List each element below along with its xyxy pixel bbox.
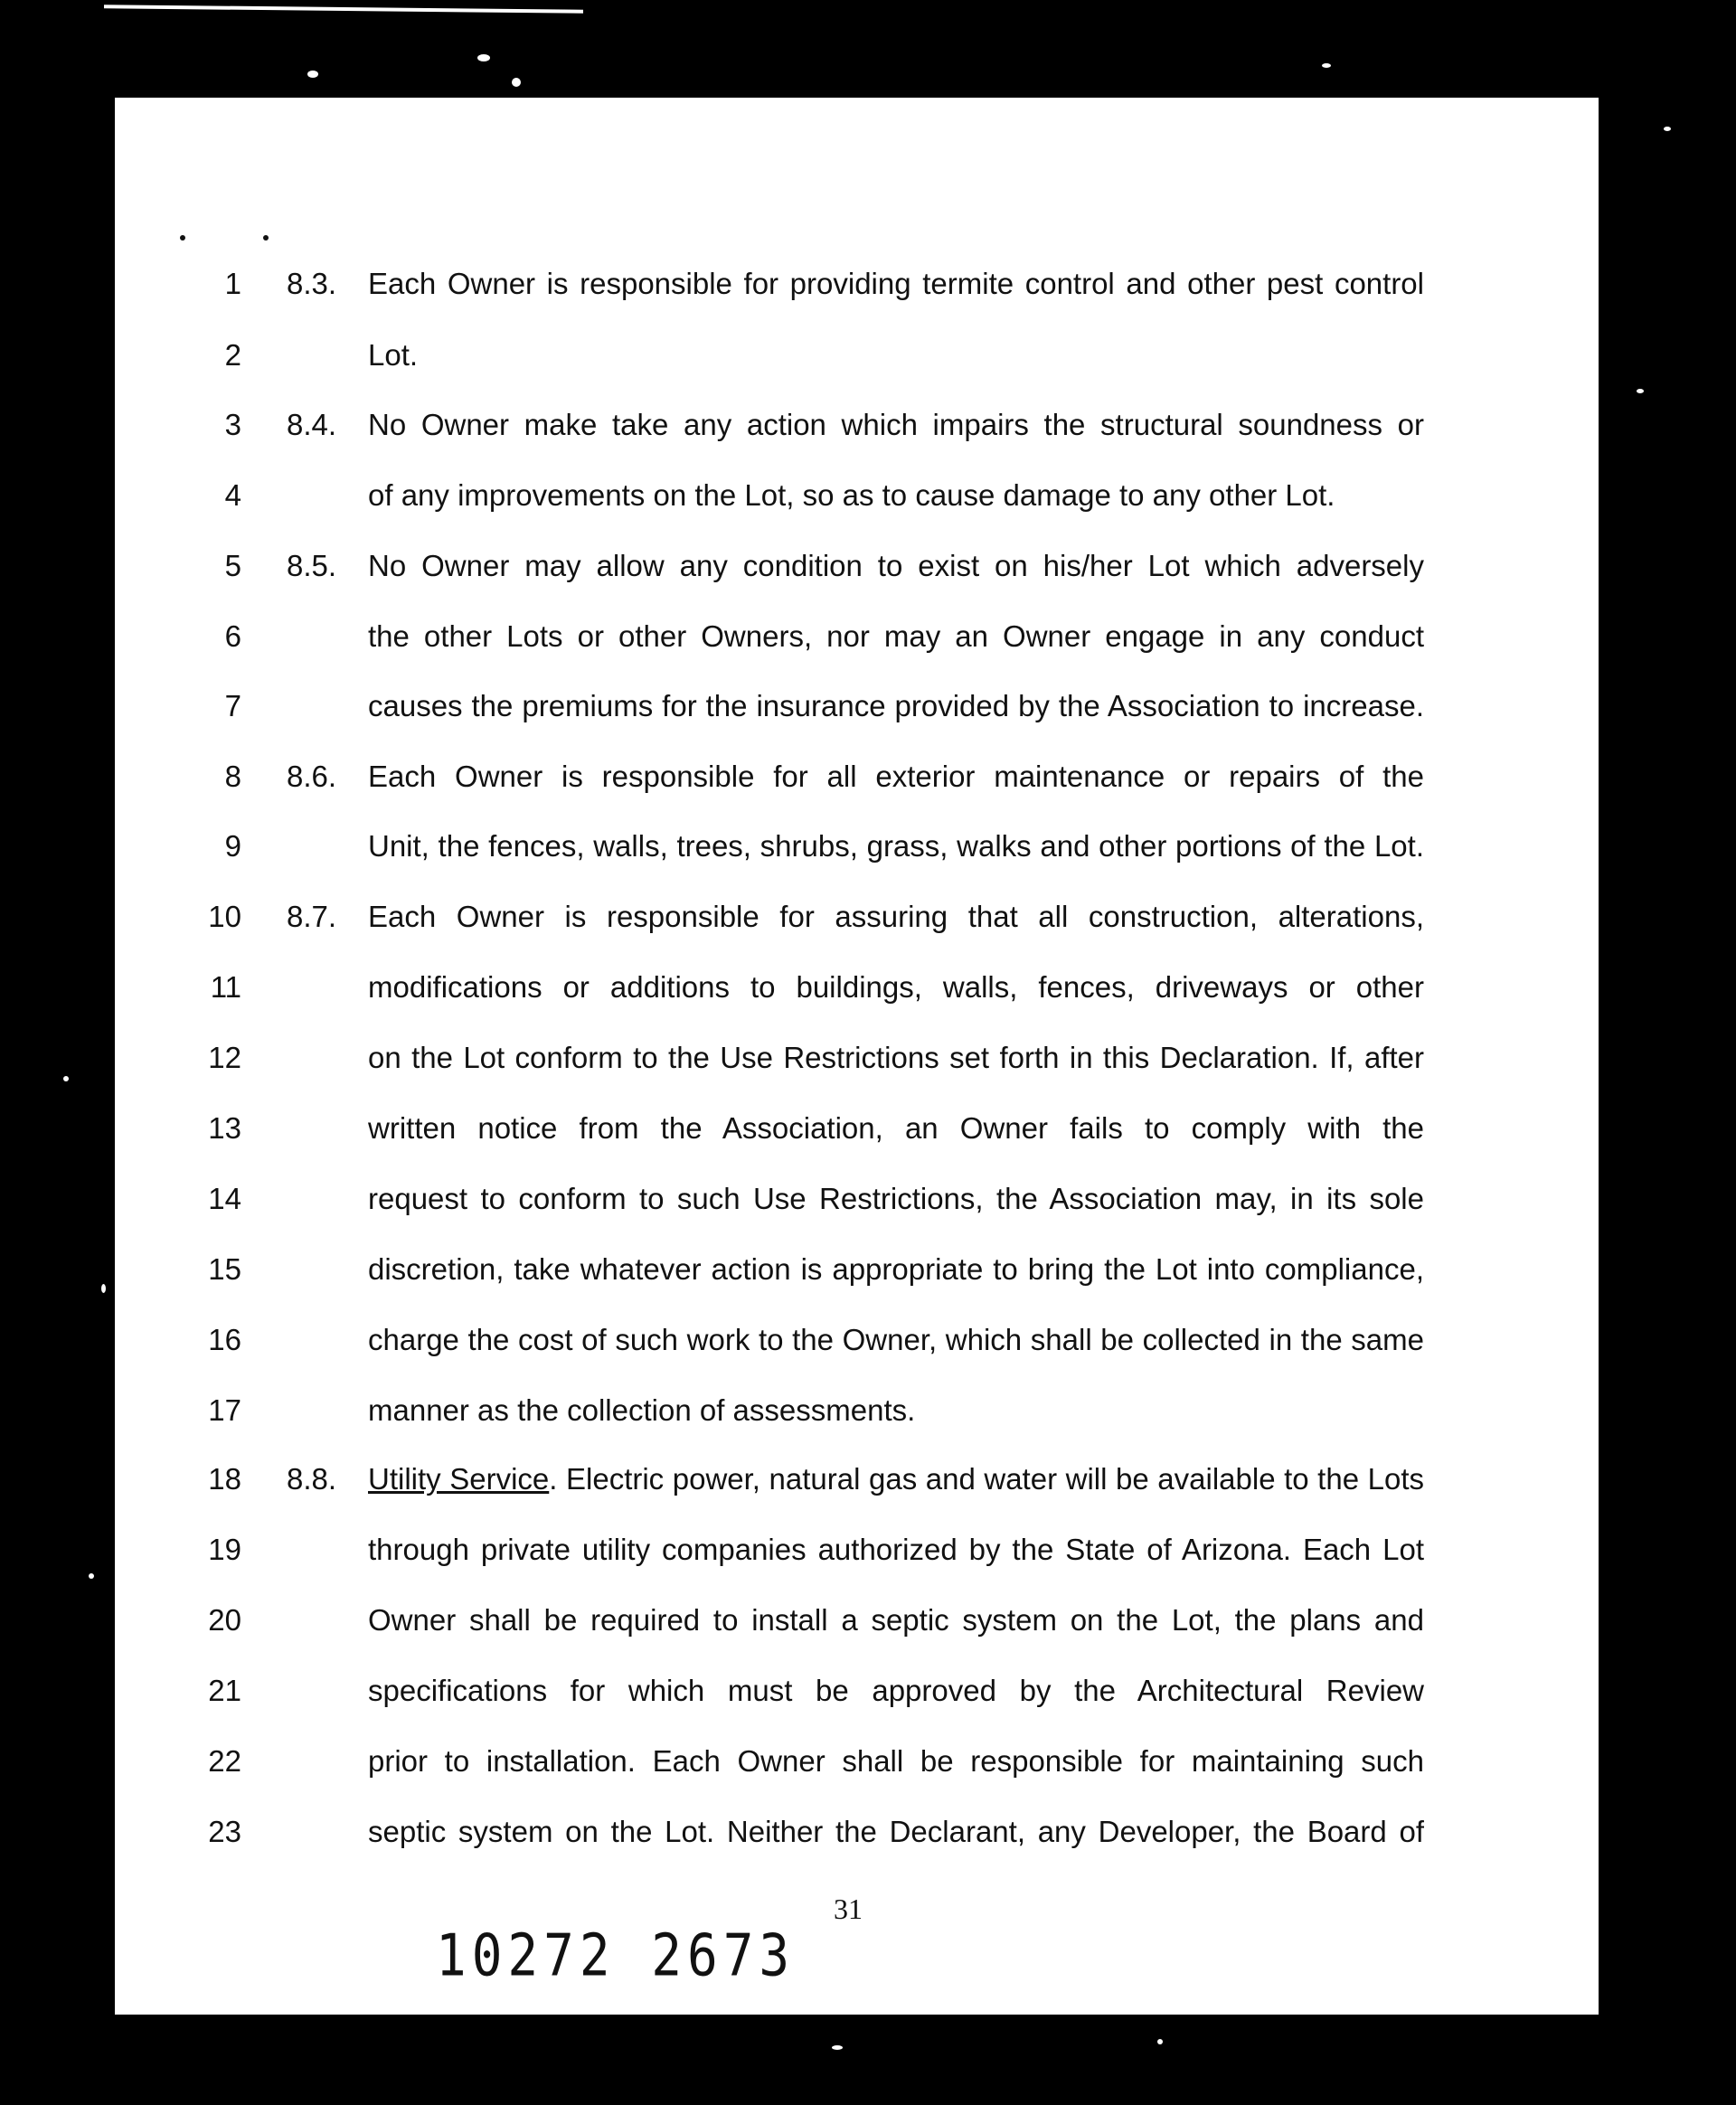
line-text: septic system on the Lot. Neither the Declarant, any Developer, the Board of xyxy=(368,1815,1424,1848)
text-line xyxy=(115,1383,1599,1438)
line-number: 5 xyxy=(224,549,241,582)
text-line xyxy=(115,539,1599,593)
scan-artifact xyxy=(104,5,583,14)
line-number: 10 xyxy=(208,900,241,933)
section-number: 8.4. xyxy=(287,408,337,441)
line-text: Unit, the fences, walls, trees, shrubs, grass, walks and other portions of the Lot. xyxy=(368,829,1424,863)
line-number: 12 xyxy=(208,1041,241,1074)
line-number: 1 xyxy=(224,267,241,300)
section-number: 8.7. xyxy=(287,900,337,933)
line-number: 17 xyxy=(208,1393,241,1427)
line-number: 21 xyxy=(208,1674,241,1707)
line-text: prior to installation. Each Owner shall be responsible for maintaining such xyxy=(368,1744,1424,1778)
line-number: 16 xyxy=(208,1323,241,1356)
scan-artifact xyxy=(63,1076,69,1081)
line-text: Each Owner is responsible for assuring that all construction, alterations, xyxy=(368,900,1424,933)
line-text xyxy=(368,1452,1424,1506)
scan-artifact xyxy=(1157,2039,1163,2044)
line-text: charge the cost of such work to the Owner, which shall be collected in the same xyxy=(368,1323,1424,1356)
section-number: 8.5. xyxy=(287,549,337,582)
text-line xyxy=(115,1101,1599,1156)
line-text: of any improvements on the Lot, so as to cause damage to any other Lot. xyxy=(368,478,1335,512)
line-number: 6 xyxy=(224,619,241,653)
scan-artifact xyxy=(1322,63,1331,68)
line-number: 8 xyxy=(224,760,241,793)
text-line xyxy=(115,1031,1599,1085)
line-number: 15 xyxy=(208,1252,241,1286)
scan-artifact xyxy=(832,2045,843,2050)
line-number: 3 xyxy=(224,408,241,441)
section-number: 8.8. xyxy=(287,1462,337,1496)
line-number: 23 xyxy=(208,1815,241,1848)
scan-artifact xyxy=(1637,389,1644,393)
line-text: discretion, take whatever action is appropriate to bring the Lot into compliance, xyxy=(368,1252,1424,1286)
line-number: 7 xyxy=(224,689,241,722)
line-text: request to conform to such Use Restrictions, the Association may, in its sole xyxy=(368,1182,1424,1215)
line-text: causes the premiums for the insurance provided by the Association to increase. xyxy=(368,689,1424,722)
scan-artifact xyxy=(180,235,185,241)
scan-artifact xyxy=(307,71,318,78)
document-page xyxy=(115,98,1599,2015)
line-number: 19 xyxy=(208,1533,241,1566)
scan-artifact xyxy=(89,1573,94,1579)
line-text: modifications or additions to buildings, walls, fences, driveways or other xyxy=(368,970,1424,1004)
scan-artifact xyxy=(101,1284,106,1293)
line-text: specifications for which must be approved by the Architectural Review xyxy=(368,1674,1424,1707)
line-number: 9 xyxy=(224,829,241,863)
text-line xyxy=(115,750,1599,804)
text-line xyxy=(115,1172,1599,1226)
line-number: 22 xyxy=(208,1744,241,1778)
line-text: No Owner may allow any condition to exist on his/her Lot which adversely xyxy=(368,549,1424,582)
text-line xyxy=(115,398,1599,452)
page-number: 31 xyxy=(834,1893,863,1925)
line-number: 2 xyxy=(224,338,241,372)
text-line xyxy=(115,1313,1599,1367)
scan-artifact xyxy=(512,78,521,87)
text-line xyxy=(115,1242,1599,1297)
line-text: Each Owner is responsible for providing termite control and other pest control xyxy=(368,267,1424,300)
text-line xyxy=(115,1805,1599,1859)
line-text: the other Lots or other Owners, nor may an Owner engage in any conduct xyxy=(368,619,1424,653)
line-text-rest: . Electric power, natural gas and water will be available to the Lots xyxy=(549,1462,1424,1496)
line-number: 14 xyxy=(208,1182,241,1215)
record-stamp: 10272 2673 xyxy=(436,1922,796,1990)
text-line xyxy=(115,468,1599,523)
line-number: 4 xyxy=(224,478,241,512)
line-number: 18 xyxy=(208,1462,241,1496)
text-line xyxy=(115,890,1599,944)
line-text: No Owner make take any action which impairs the structural soundness or xyxy=(368,408,1424,441)
text-line xyxy=(115,257,1599,311)
text-line xyxy=(115,1664,1599,1718)
text-line xyxy=(115,1452,1599,1506)
section-number: 8.6. xyxy=(287,760,337,793)
text-line xyxy=(115,960,1599,1015)
scan-artifact xyxy=(1664,127,1671,131)
line-number: 11 xyxy=(210,970,241,1004)
line-number: 13 xyxy=(208,1111,241,1145)
line-text: Lot. xyxy=(368,338,419,372)
section-number: 8.3. xyxy=(287,267,337,300)
text-line xyxy=(115,1734,1599,1789)
section-heading: Utility Service xyxy=(368,1462,550,1496)
line-number: 20 xyxy=(208,1603,241,1637)
text-line xyxy=(115,609,1599,664)
line-text: written notice from the Association, an Owner fails to comply with the xyxy=(368,1111,1424,1145)
text-line xyxy=(115,328,1599,382)
scan-artifact xyxy=(263,235,269,241)
text-line xyxy=(115,679,1599,733)
line-text: manner as the collection of assessments. xyxy=(368,1393,916,1427)
line-text: Owner shall be required to install a septic system on the Lot, the plans and xyxy=(368,1603,1424,1637)
text-line xyxy=(115,1593,1599,1647)
line-text: Each Owner is responsible for all exterior maintenance or repairs of the xyxy=(368,760,1424,793)
text-line xyxy=(115,1523,1599,1577)
line-text: through private utility companies authorized by the State of Arizona. Each Lot xyxy=(368,1533,1424,1566)
text-line xyxy=(115,819,1599,873)
line-text: on the Lot conform to the Use Restrictions set forth in this Declaration. If, after xyxy=(368,1041,1424,1074)
scan-artifact xyxy=(477,54,490,61)
